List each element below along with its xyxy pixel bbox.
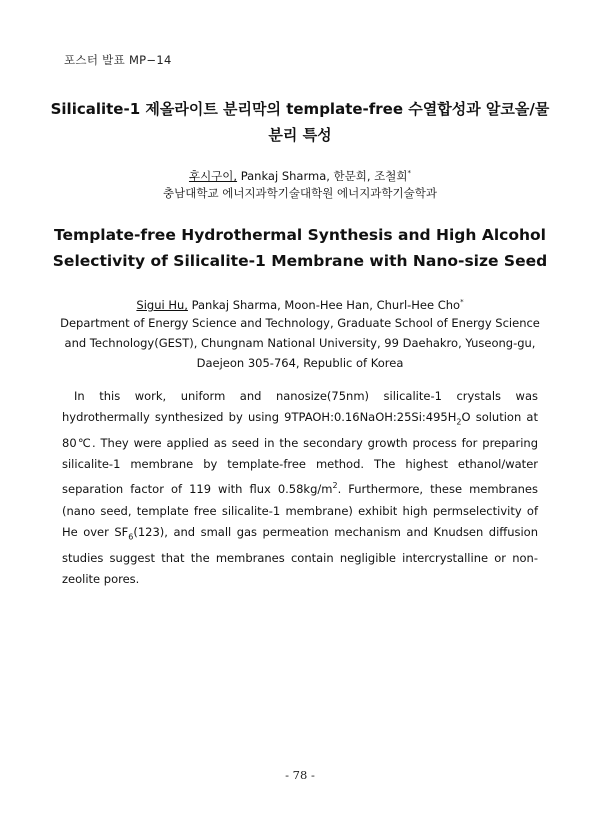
english-authors (50, 292, 550, 315)
korean-presenter-name: 후시구이, (188, 169, 238, 183)
abstract-subscript-2: 6 (128, 532, 134, 542)
english-corresponding-mark: * (460, 298, 464, 306)
korean-corresponding-mark: * (407, 169, 412, 177)
english-title: Template-free Hydrothermal Synthesis and High Alcohol Selectivity of Silicalite-1 Membrane with Nano-size Seed (52, 226, 548, 270)
english-coauthors: Pankaj Sharma, Moon-Hee Han, Churl-Hee Cho (187, 298, 461, 312)
page-number: - 78 - (285, 768, 315, 782)
abstract-text-4: (123), and small gas permeation mechanism and Knudsen diffusion studies suggest that the membranes contain negligible intercrystalline or non-zeolite pores. (62, 524, 539, 586)
english-presenter-name: Sigui Hu, (136, 298, 188, 312)
session-label: 포스터 발표 MP−14 (64, 53, 172, 67)
korean-title: Silicalite-1 제올라이트 분리막의 template-free 수열합성과 알코올/물 분리 특성 (50, 100, 550, 144)
english-affiliation: Department of Energy Science and Technology, Graduate School of Energy Science and Technology(GEST), Chungnam National University, 99 Daehakro, Yuseong-gu, Daejeon 305-764, Republic of Korea (60, 316, 540, 370)
abstract-text-2: O solution at 80℃. They were applied as seed in the secondary growth process for preparing silicalite-1 membrane by template-free method. The highest ethanol/water separation factor of 119 with flux 0.58kg/m (62, 410, 538, 497)
korean-affiliation: 충남대학교 에너지과학기술대학원 에너지과학기술학과 (163, 186, 437, 200)
abstract-subscript-1: 2 (456, 417, 462, 427)
abstract-superscript-1: 2 (332, 481, 338, 491)
abstract-text-3: . Furthermore, these membranes (nano seed, template free silicalite-1 membrane) exhibit high permselectivity of He over SF (62, 482, 538, 539)
korean-coauthors: Pankaj Sharma, 한문희, 조철희 (237, 169, 408, 183)
abstract-text-1: In this work, uniform and nanosize(75nm) silicalite-1 crystals was hydrothermally synthesized by using 9TPAOH:0.16NaOH:25Si:495H (62, 389, 538, 425)
abstract-paragraph (62, 386, 538, 590)
